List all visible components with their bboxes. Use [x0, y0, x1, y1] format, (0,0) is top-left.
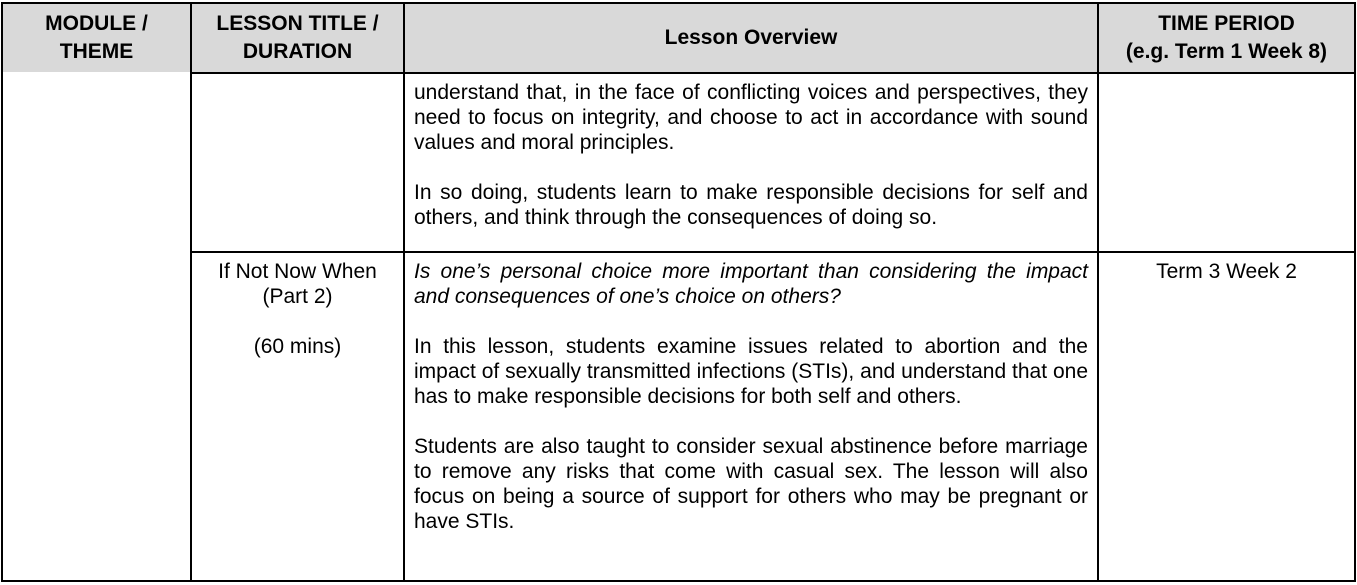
header-lesson-title-duration: [190, 4, 403, 72]
lesson-title-line: (Part 2): [262, 285, 333, 308]
cell-time-period-row1-empty: [1097, 72, 1354, 251]
overview-paragraph: In this lesson, students examine issues related to abortion and the impact of sexually transmitted infections (STIs), and understand that one has to make responsible decisions for both self and others.: [414, 335, 1088, 408]
header-lesson-overview: [403, 4, 1097, 72]
overview-paragraph: Students are also taught to consider sexual abstinence before marriage to remove any risks that come with casual sex. The lesson will also focus on being a source of support for others who may be pregnant or have STIs.: [414, 435, 1088, 533]
header-lesson-title-line2: DURATION: [242, 40, 353, 63]
header-time-period-line2: (e.g. Term 1 Week 8): [1125, 40, 1328, 63]
cell-time-period-row2: [1097, 251, 1354, 580]
lesson-plan-document: [1, 2, 1356, 582]
cell-overview-row1: [403, 72, 1097, 251]
header-module-theme-line1: MODULE /: [45, 12, 148, 35]
time-period-value: Term 3 Week 2: [1156, 260, 1297, 283]
lesson-duration: (60 mins): [253, 335, 342, 358]
cell-module-theme-body: [3, 72, 190, 580]
header-lesson-title-line1: LESSON TITLE /: [216, 12, 379, 35]
overview-paragraph: In so doing, students learn to make responsible decisions for self and others, and think through the consequences of doing so.: [414, 181, 1088, 229]
lesson-plan-table: [1, 2, 1356, 582]
header-lesson-overview-label: Lesson Overview: [664, 26, 838, 49]
header-time-period: [1097, 4, 1354, 72]
header-module-theme-line2: THEME: [59, 40, 134, 63]
cell-overview-row2: [403, 251, 1097, 580]
header-module-theme: [3, 4, 190, 72]
lesson-title-blank-line: [196, 309, 399, 334]
lesson-title-line: If Not Now When: [218, 260, 377, 283]
overview-question-paragraph: Is one’s personal choice more important than considering the impact and consequences of one’s choice on others?: [414, 260, 1088, 308]
header-time-period-line1: TIME PERIOD: [1158, 12, 1295, 35]
cell-lesson-title-row1-empty: [190, 72, 403, 251]
cell-lesson-title-row2: [190, 251, 403, 580]
overview-paragraph: understand that, in the face of conflicting voices and perspectives, they need to focus on integrity, and choose to act in accordance with sound values and moral principles.: [414, 81, 1088, 154]
